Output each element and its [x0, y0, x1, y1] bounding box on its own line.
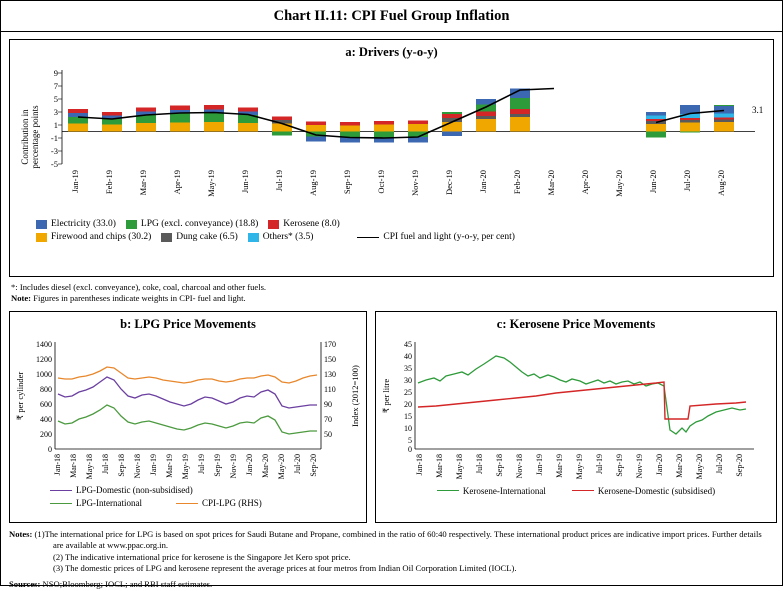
- panel-a-title: a: Drivers (y-o-y): [345, 45, 438, 59]
- note-1-text: (1)The international price for LPG is based on spot prices for Saudi Butane and Propane, combined in the ratio of 60:40 respectively. These international product prices are indicative import prices. Further details are available at www.ppac.org.in.: [34, 528, 762, 551]
- svg-text:3: 3: [53, 107, 58, 117]
- note-label: Note:: [11, 293, 32, 304]
- bar-group: [68, 109, 88, 132]
- panel-b-title: b: LPG Price Movements: [120, 316, 256, 331]
- electricity-swatch-icon: [36, 220, 47, 229]
- firewood-swatch-icon: [36, 233, 47, 242]
- svg-text:Sep-18: Sep-18: [117, 453, 126, 477]
- svg-text:Sep-19: Sep-19: [615, 453, 624, 477]
- page-title: Chart II.11: CPI Fuel Group Inflation: [1, 1, 782, 32]
- panel-a-footnote-2: [1, 293, 782, 304]
- panel-a-svg: [10, 62, 775, 217]
- svg-text:Jun-20: Jun-20: [648, 170, 658, 194]
- svg-text:1200: 1200: [36, 354, 52, 364]
- footer-note-2: (2) The indicative international price for kerosene is the Singapore Jet Kero spot price.: [53, 551, 351, 562]
- panel-c-title: c: Kerosene Price Movements: [496, 316, 656, 331]
- legend-item-cpi-fuel-light[interactable]: [357, 232, 515, 242]
- svg-text:Mar-19: Mar-19: [165, 453, 174, 478]
- sources-label: Sources:: [9, 579, 41, 590]
- legend-item-electricity[interactable]: [36, 219, 116, 229]
- svg-text:Sep-19: Sep-19: [342, 170, 352, 195]
- svg-text:Jan-19: Jan-19: [535, 453, 544, 476]
- svg-text:May-19: May-19: [206, 170, 216, 197]
- svg-text:5: 5: [408, 435, 412, 445]
- panel-a-plot: [10, 62, 773, 217]
- svg-text:May-20: May-20: [277, 453, 286, 480]
- svg-text:Mar-18: Mar-18: [435, 453, 444, 478]
- svg-text:May-19: May-19: [181, 453, 190, 480]
- svg-text:Jan-20: Jan-20: [245, 453, 254, 476]
- svg-text:May-20: May-20: [614, 170, 624, 197]
- notes-label: Notes:: [9, 528, 33, 539]
- svg-text:Sep-20: Sep-20: [309, 453, 318, 477]
- svg-text:Nov-19: Nov-19: [229, 453, 238, 479]
- footer-note-1: [9, 529, 774, 552]
- svg-text:Contribution in: Contribution in: [20, 109, 30, 165]
- legend-label: LPG-Domestic (non-subsidised): [76, 484, 193, 495]
- legend-item-kerosene[interactable]: [268, 219, 339, 229]
- svg-text:Mar-19: Mar-19: [555, 453, 564, 478]
- svg-text:1000: 1000: [36, 369, 52, 379]
- legend-label: Kerosene (8.0): [283, 219, 340, 229]
- svg-text:170: 170: [324, 339, 336, 349]
- legend-label: CPI-LPG (RHS): [201, 498, 262, 509]
- panel-c-kerosene: [375, 311, 777, 523]
- legend-label: Kerosene-International: [462, 485, 546, 496]
- panel-a-legend-row-2: [10, 232, 773, 242]
- svg-text:Jul-20: Jul-20: [293, 453, 302, 474]
- svg-text:0: 0: [48, 444, 52, 454]
- svg-text:Jul-19: Jul-19: [274, 170, 284, 192]
- svg-text:May-19: May-19: [575, 453, 584, 480]
- legend-item-lpg-domestic[interactable]: [50, 484, 366, 498]
- svg-text:Jan-18: Jan-18: [415, 453, 424, 476]
- panel-a-footnote-1: [1, 282, 782, 293]
- svg-text:50: 50: [324, 429, 332, 439]
- svg-text:Jul-19: Jul-19: [595, 453, 604, 474]
- svg-text:150: 150: [324, 354, 336, 364]
- legend-label: Firewood and chips (30.2): [51, 232, 152, 242]
- svg-text:Mar-20: Mar-20: [546, 170, 556, 196]
- svg-text:45: 45: [404, 339, 412, 349]
- lpg-swatch-icon: [126, 220, 137, 229]
- svg-text:Jan-18: Jan-18: [53, 453, 62, 476]
- svg-text:1: 1: [53, 120, 58, 130]
- legend-label: CPI fuel and light (y-o-y, per cent): [383, 232, 515, 242]
- svg-text:Sep-19: Sep-19: [213, 453, 222, 477]
- legend-item-kerosene-international[interactable]: [437, 486, 546, 496]
- svg-text:Jul-18: Jul-18: [475, 453, 484, 474]
- svg-text:1400: 1400: [36, 339, 52, 349]
- svg-text:Apr-19: Apr-19: [172, 170, 182, 195]
- svg-text:Jan-20: Jan-20: [478, 170, 488, 193]
- lpg-international-line-icon: [50, 503, 72, 504]
- svg-text:Aug-19: Aug-19: [308, 170, 318, 196]
- svg-text:May-20: May-20: [695, 453, 704, 480]
- svg-text:Mar-19: Mar-19: [138, 170, 148, 196]
- cpi-line-swatch-icon: [357, 237, 379, 238]
- svg-text:130: 130: [324, 369, 336, 379]
- svg-text:Dec-19: Dec-19: [444, 170, 454, 196]
- lower-panels: [9, 311, 774, 523]
- svg-text:Jul-19: Jul-19: [197, 453, 206, 474]
- legend-item-dungcake[interactable]: [161, 232, 237, 242]
- svg-text:Index (2012=100): Index (2012=100): [350, 364, 360, 427]
- lpg-domestic-line-icon: [50, 490, 72, 491]
- svg-text:percentage points: percentage points: [30, 105, 40, 169]
- dungcake-swatch-icon: [161, 233, 172, 242]
- svg-text:Mar-20: Mar-20: [261, 453, 270, 478]
- svg-text:Jan-20: Jan-20: [655, 453, 664, 476]
- svg-text:Mar-20: Mar-20: [675, 453, 684, 478]
- svg-text:30: 30: [404, 375, 412, 385]
- svg-text:7: 7: [53, 81, 58, 91]
- svg-text:₹ per cylinder: ₹ per cylinder: [15, 371, 25, 420]
- cpi-lpg-line-icon: [176, 503, 198, 504]
- svg-text:Jun-19: Jun-19: [240, 170, 250, 194]
- legend-item-lpg-international[interactable]: [50, 497, 366, 511]
- note-text: Figures in parentheses indicate weights in CPI- fuel and light.: [31, 293, 246, 304]
- footnote-star-text: *: Includes diesel (excl. conveyance), coke, coal, charcoal and other fuels.: [11, 282, 267, 292]
- svg-text:Feb-19: Feb-19: [104, 170, 114, 195]
- svg-text:10: 10: [404, 423, 412, 433]
- panel-c-svg: [376, 334, 776, 484]
- svg-text:-3: -3: [50, 146, 58, 156]
- footer-notes: [9, 529, 774, 591]
- svg-text:-5: -5: [50, 159, 58, 169]
- svg-text:₹ per litre: ₹ per litre: [381, 378, 391, 413]
- footer-note-3: (3) The domestic prices of LPG and kerosene represent the average prices at four metros from Indian Oil Corporation Limited (IOCL).: [53, 563, 517, 574]
- svg-text:Sep-20: Sep-20: [735, 453, 744, 477]
- legend-label: Dung cake (6.5): [176, 232, 238, 242]
- svg-text:Jul-18: Jul-18: [101, 453, 110, 474]
- panel-a-legend-row-1: [10, 219, 773, 229]
- svg-text:Jul-20: Jul-20: [715, 453, 724, 474]
- svg-text:20: 20: [404, 399, 412, 409]
- svg-text:May-18: May-18: [455, 453, 464, 480]
- svg-text:Jul-20: Jul-20: [682, 170, 692, 192]
- svg-text:Mar-18: Mar-18: [69, 453, 78, 478]
- svg-text:Oct-19: Oct-19: [376, 170, 386, 194]
- svg-text:90: 90: [324, 399, 332, 409]
- svg-text:35: 35: [404, 363, 412, 373]
- svg-text:400: 400: [40, 414, 52, 424]
- legend-label: LPG (excl. conveyance) (18.8): [140, 219, 259, 229]
- legend-item-others[interactable]: [248, 232, 314, 242]
- legend-label: Kerosene-Domestic (subsidised): [597, 485, 716, 496]
- svg-text:Nov-18: Nov-18: [133, 453, 142, 479]
- svg-text:9: 9: [53, 68, 58, 78]
- svg-text:Nov-18: Nov-18: [515, 453, 524, 479]
- svg-text:-1: -1: [50, 133, 58, 143]
- legend-label: Others* (3.5): [262, 232, 314, 242]
- sources-text: NSO;Bloomberg; IOCL; and RBI staff estimates.: [40, 579, 213, 590]
- panel-a-drivers: [9, 39, 774, 277]
- svg-text:Jan-19: Jan-19: [70, 170, 80, 193]
- svg-text:600: 600: [40, 399, 52, 409]
- svg-text:Apr-20: Apr-20: [580, 170, 590, 195]
- svg-text:200: 200: [40, 429, 52, 439]
- others-swatch-icon: [248, 233, 259, 242]
- svg-text:Nov-19: Nov-19: [635, 453, 644, 479]
- legend-label: LPG-International: [76, 498, 142, 509]
- panel-b-svg: [10, 334, 366, 484]
- legend-item-firewood[interactable]: [36, 232, 151, 242]
- svg-text:Jan-19: Jan-19: [149, 453, 158, 476]
- legend-label: Electricity (33.0): [51, 219, 116, 229]
- panel-b-lpg: [9, 311, 367, 523]
- legend-item-lpg[interactable]: [126, 219, 258, 229]
- svg-text:Feb-20: Feb-20: [512, 170, 522, 195]
- svg-text:70: 70: [324, 414, 332, 424]
- svg-text:5: 5: [53, 94, 58, 104]
- svg-text:40: 40: [404, 351, 412, 361]
- svg-text:May-18: May-18: [85, 453, 94, 480]
- kerosene-swatch-icon: [268, 220, 279, 229]
- svg-text:0: 0: [408, 444, 412, 454]
- svg-text:800: 800: [40, 384, 52, 394]
- panel-a-end-label: 3.1: [752, 105, 764, 115]
- svg-text:Sep-18: Sep-18: [495, 453, 504, 477]
- kerosene-domestic-line-icon: [572, 490, 594, 491]
- footer-sources: [9, 579, 774, 591]
- svg-text:Aug-20: Aug-20: [716, 170, 726, 196]
- svg-text:25: 25: [404, 387, 412, 397]
- kerosene-international-line-icon: [437, 490, 459, 491]
- svg-text:110: 110: [324, 384, 336, 394]
- legend-item-kerosene-domestic[interactable]: [572, 486, 715, 496]
- svg-text:15: 15: [404, 411, 412, 421]
- svg-text:Nov-19: Nov-19: [410, 170, 420, 196]
